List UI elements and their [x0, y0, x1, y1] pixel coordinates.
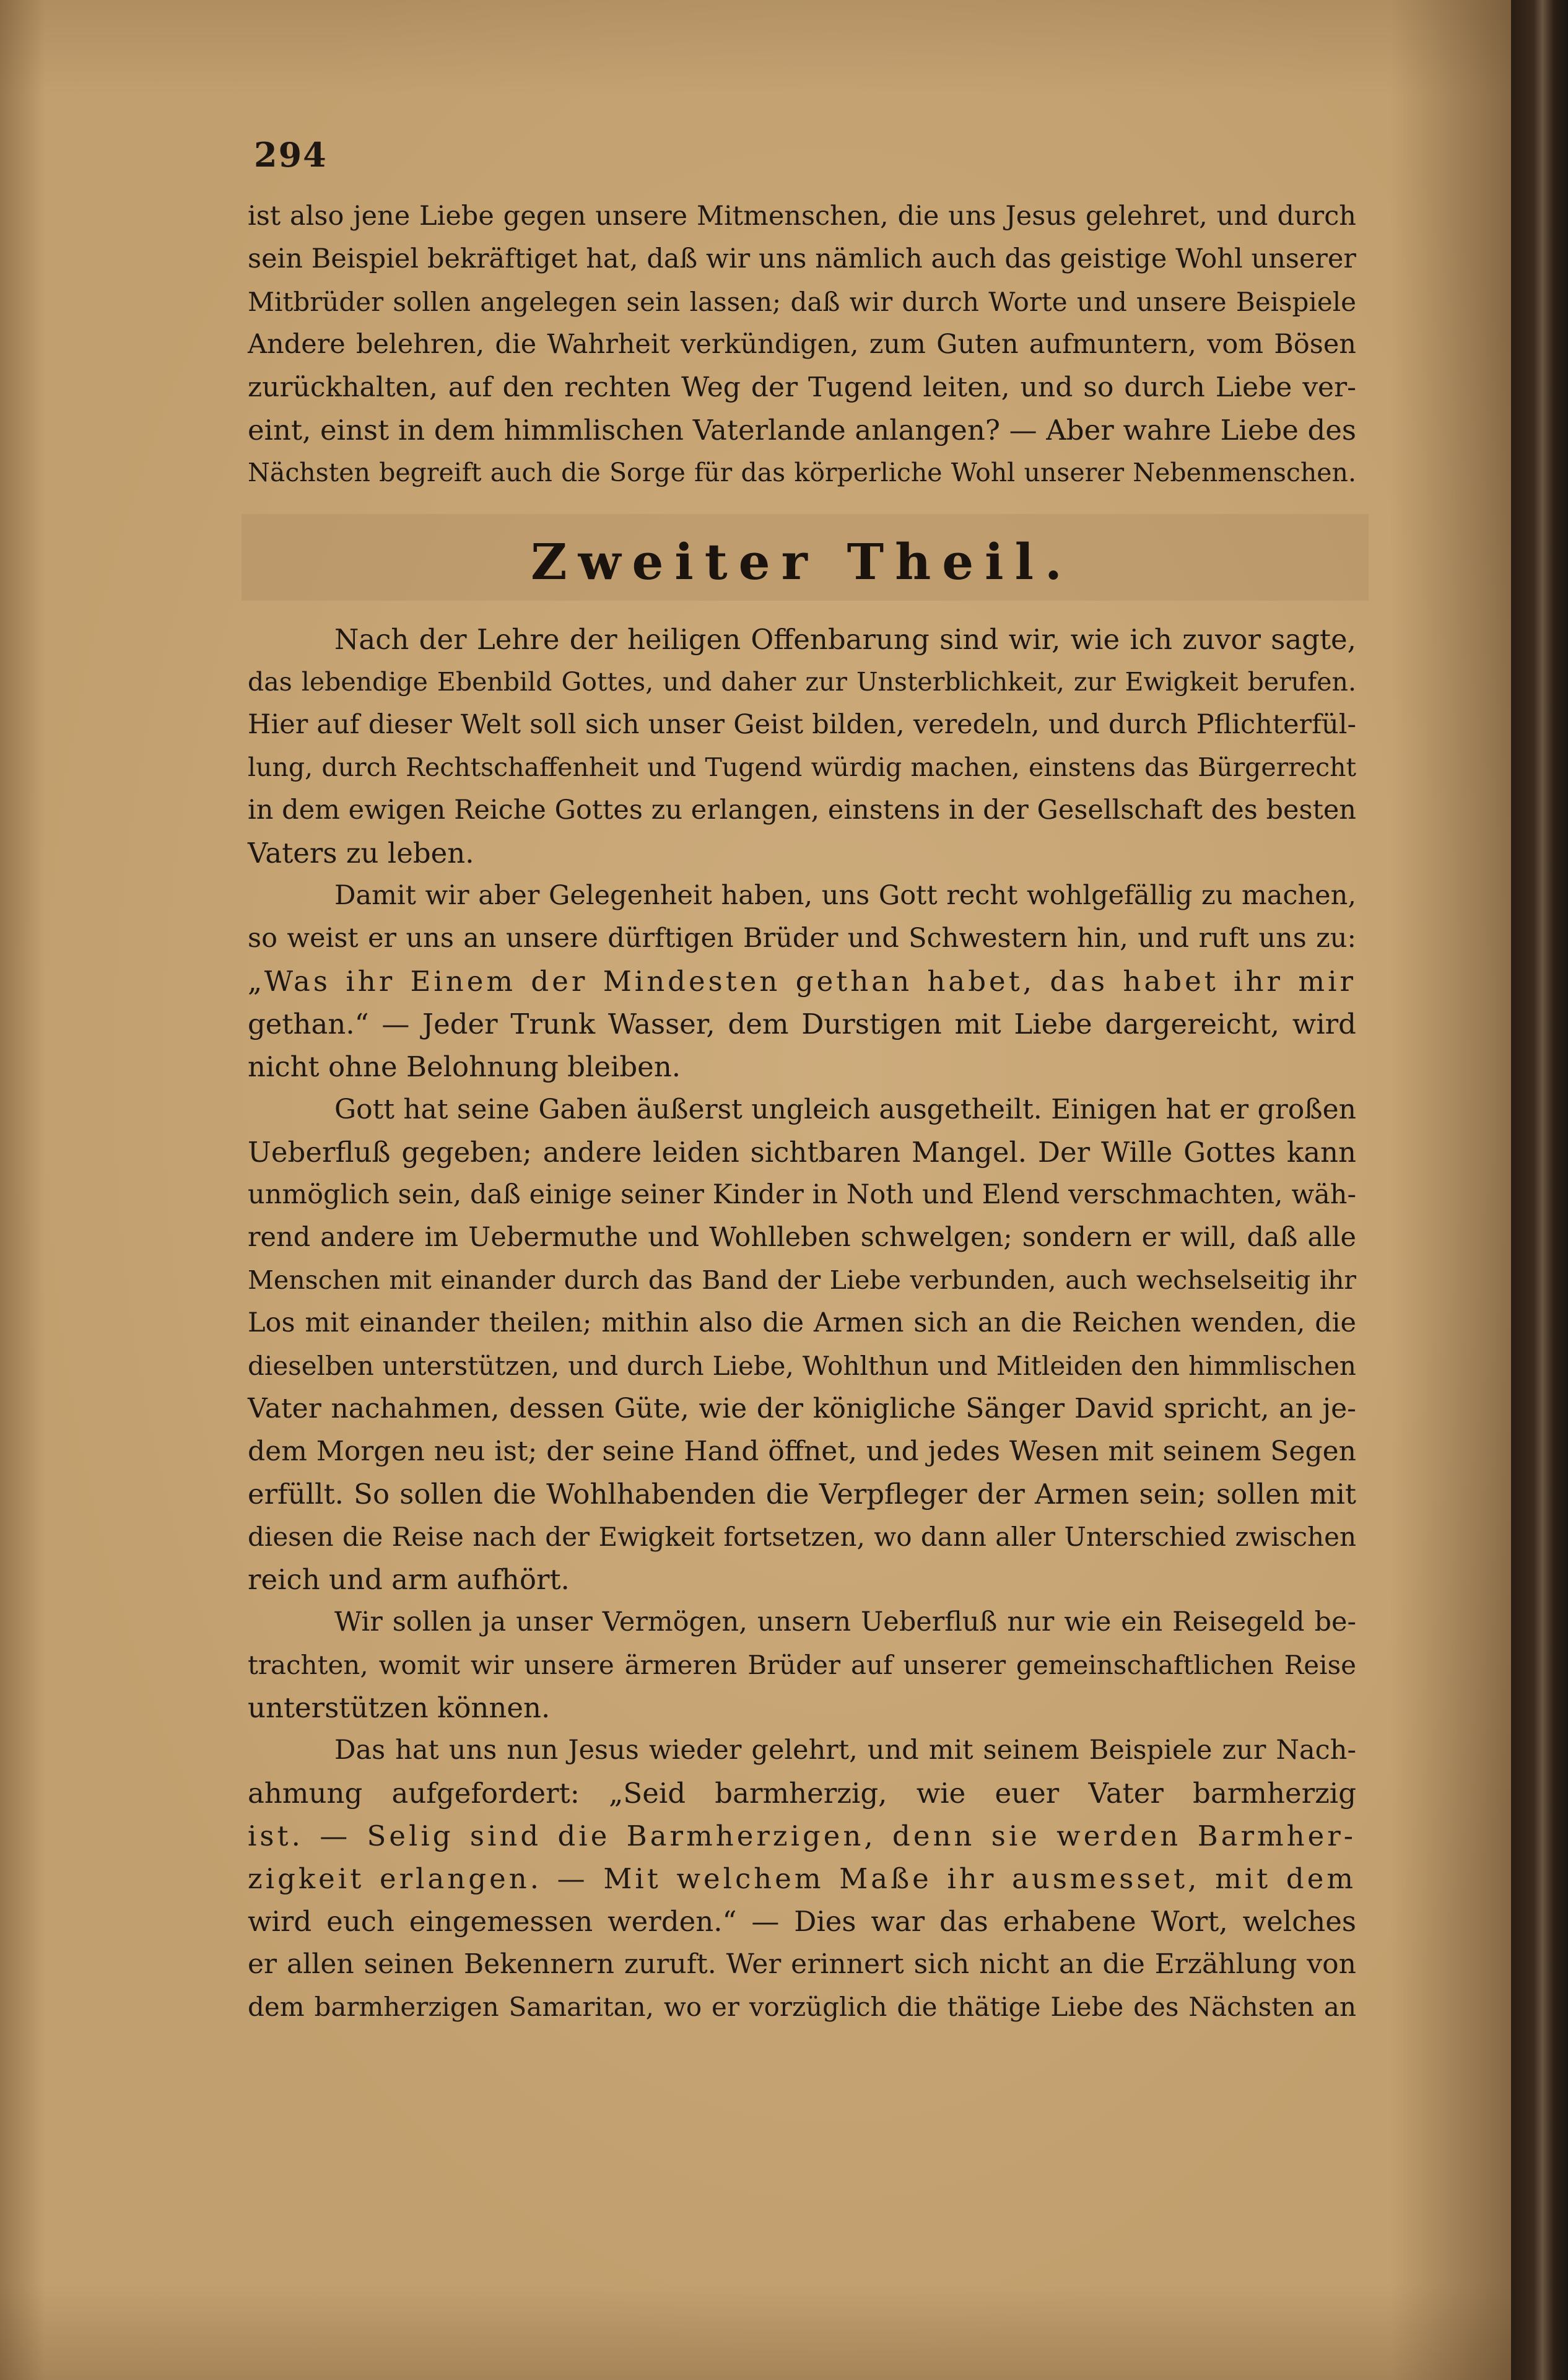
- text-line: Wir sollen ja unser Vermögen, unsern Ueberfluß nur wie ein Reisegeld be-: [334, 1606, 1356, 1637]
- text-line: Hier auf dieser Welt soll sich unser Geist bilden, veredeln, und durch Pflichterfül-: [248, 709, 1356, 740]
- text-line: rend andere im Uebermuthe und Wohlleben schwelgen; sondern er will, daß alle: [248, 1222, 1356, 1253]
- text-line: er allen seinen Bekennern zuruft. Wer erinnert sich nicht an die Erzählung von: [248, 1948, 1356, 1980]
- text-line: Nach der Lehre der heiligen Offenbarung sind wir, wie ich zuvor sagte,: [334, 623, 1356, 656]
- text-line: Andere belehren, die Wahrheit verkündigen, zum Guten aufmuntern, vom Bösen: [248, 329, 1356, 360]
- section-heading: Zweiter Theil.: [531, 533, 1073, 591]
- text-line: Ueberfluß gegeben; andere leiden sichtbaren Mangel. Der Wille Gottes kann: [248, 1136, 1356, 1169]
- text-line: lung, durch Rechtschaffenheit und Tugend würdig machen, einstens das Bürgerrecht: [248, 752, 1356, 782]
- text-line: zurückhalten, auf den rechten Weg der Tugend leiten, und so durch Liebe ver-: [248, 372, 1356, 403]
- text-line: ahmung aufgefordert: „Seid barmherzig, wie euer Vater barmherzig: [248, 1777, 1356, 1810]
- text-line: zigkeit erlangen. — Mit welchem Maße ihr ausmesset, mit dem: [248, 1862, 1356, 1895]
- text-line: reich und arm aufhört.: [248, 1563, 570, 1596]
- text-line: so weist er uns an unsere dürftigen Brüder und Schwestern hin, und ruft uns zu:: [248, 923, 1356, 954]
- text-line: nicht ohne Belohnung bleiben.: [248, 1050, 681, 1083]
- page-number: 294: [254, 135, 328, 175]
- text-line: Menschen mit einander durch das Band der Liebe verbunden, auch wechselseitig ihr: [248, 1265, 1356, 1295]
- text-line: „Was ihr Einem der Mindesten gethan habet, das habet ihr mir: [248, 965, 1356, 998]
- text-line: Vaters zu leben.: [248, 837, 474, 870]
- text-line: dem barmherzigen Samaritan, wo er vorzüglich die thätige Liebe des Nächsten an: [248, 1992, 1356, 2022]
- text-line: eint, einst in dem himmlischen Vaterlande anlangen? — Aber wahre Liebe des: [248, 414, 1356, 447]
- text-line: ist also jene Liebe gegen unsere Mitmenschen, die uns Jesus gelehret, und durch: [248, 201, 1356, 232]
- text-line: Mitbrüder sollen angelegen sein lassen; daß wir durch Worte und unsere Beispiele: [248, 287, 1356, 317]
- book-fore-edge: [1511, 0, 1568, 2380]
- text-line: sein Beispiel bekräftiget hat, daß wir uns nämlich auch das geistige Wohl unserer: [248, 243, 1356, 274]
- text-line: trachten, womit wir unsere ärmeren Brüder auf unserer gemeinschaftlichen Reise: [248, 1650, 1356, 1680]
- text-line: dieselben unterstützen, und durch Liebe, Wohlthun und Mitleiden den himmlischen: [248, 1351, 1356, 1381]
- section-heading-block: [248, 494, 1356, 618]
- text-line: ist. — Selig sind die Barmherzigen, denn sie werden Barmher-: [248, 1820, 1356, 1852]
- text-line: in dem ewigen Reiche Gottes zu erlangen, einstens in der Gesellschaft des besten: [248, 795, 1356, 826]
- text-line: Das hat uns nun Jesus wieder gelehrt, und mit seinem Beispiele zur Nach-: [334, 1735, 1356, 1766]
- text-line: erfüllt. So sollen die Wohlhabenden die Verpfleger der Armen sein; sollen mit: [248, 1478, 1356, 1510]
- text-line: das lebendige Ebenbild Gottes, und daher zur Unsterblichkeit, zur Ewigkeit berufen.: [248, 667, 1356, 697]
- text-line: Nächsten begreift auch die Sorge für das körperliche Wohl unserer Nebenmenschen.: [248, 458, 1356, 487]
- text-line: Damit wir aber Gelegenheit haben, uns Gott recht wohlgefällig zu machen,: [334, 880, 1356, 911]
- text-line: wird euch eingemessen werden.“ — Dies war das erhabene Wort, welches: [248, 1905, 1356, 1938]
- text-line: Gott hat seine Gaben äußerst ungleich ausgetheilt. Einigen hat er großen: [334, 1094, 1356, 1125]
- text-line: unmöglich sein, daß einige seiner Kinder in Noth und Elend verschmachten, wäh-: [248, 1179, 1356, 1210]
- text-line: diesen die Reise nach der Ewigkeit fortsetzen, wo dann aller Unterschied zwischen: [248, 1522, 1356, 1552]
- text-line: gethan.“ — Jeder Trunk Wasser, dem Durstigen mit Liebe dargereicht, wird: [248, 1008, 1356, 1040]
- text-line: unterstützen können.: [248, 1691, 551, 1724]
- page-body: [248, 195, 1356, 2028]
- text-line: Vater nachahmen, dessen Güte, wie der königliche Sänger David spricht, an je-: [248, 1393, 1356, 1424]
- text-line: Los mit einander theilen; mithin also die Armen sich an die Reichen wenden, die: [248, 1307, 1356, 1338]
- text-line: dem Morgen neu ist; der seine Hand öffnet, und jedes Wesen mit seinem Segen: [248, 1436, 1356, 1467]
